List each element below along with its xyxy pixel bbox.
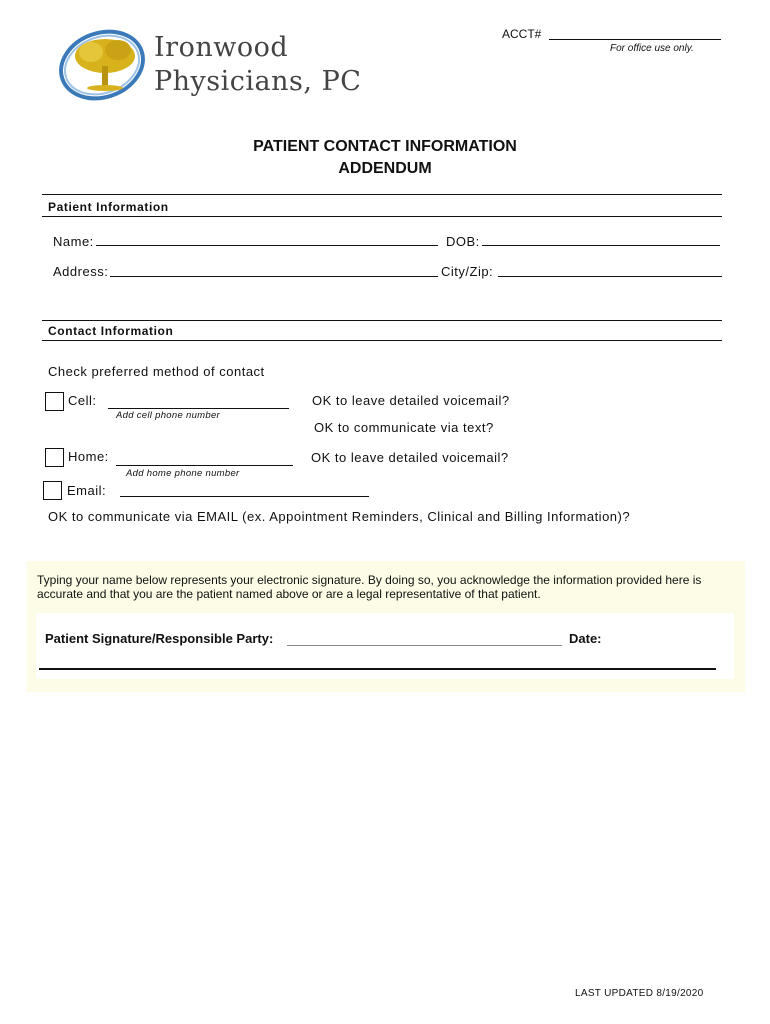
dob-field[interactable] [482,245,720,246]
logo [58,28,362,108]
date-label: Date: [569,631,602,646]
cell-checkbox[interactable] [45,392,64,411]
address-label: Address: [53,264,109,279]
email-field[interactable] [120,496,369,497]
city-zip-label: City/Zip: [441,264,494,279]
home-phone-field[interactable] [116,465,293,466]
page-title: PATIENT CONTACT INFORMATION [253,138,517,155]
signature-label: Patient Signature/Responsible Party: [45,631,274,646]
logo-name-line2: Physicians, PC [154,66,362,97]
patient-info-heading: Patient Information [48,200,169,214]
tree-logo-icon [58,28,153,103]
last-updated: LAST UPDATED 8/19/2020 [575,988,704,999]
acct-label: ACCT# [502,27,542,41]
divider [42,340,722,341]
signature-divider [39,668,716,670]
cell-text-question: OK to communicate via text? [314,420,494,435]
name-label: Name: [53,234,94,249]
city-zip-field[interactable] [498,276,722,277]
signature-field[interactable] [287,645,562,646]
cell-voicemail-question: OK to leave detailed voicemail? [312,393,510,408]
home-label: Home: [68,449,109,464]
logo-name-line1: Ironwood [154,32,289,63]
cell-label: Cell: [68,393,97,408]
address-field[interactable] [110,276,438,277]
email-label: Email: [67,483,107,498]
cell-phone-field[interactable] [108,408,289,409]
divider [42,194,722,195]
dob-label: DOB: [446,234,480,249]
name-field[interactable] [96,245,438,246]
contact-method-prompt: Check preferred method of contact [48,364,265,379]
page-subtitle: ADDENDUM [338,160,432,177]
home-phone-hint: Add home phone number [126,468,240,479]
signature-notice: Typing your name below represents your electronic signature. By doing so, you acknowledge the information provided here is accurate and that you are the patient named above or are a legal representative of that patient. [37,573,702,601]
acct-field[interactable] [549,39,721,40]
divider [42,216,722,217]
home-checkbox[interactable] [45,448,64,467]
contact-info-heading: Contact Information [48,324,174,338]
email-question: OK to communicate via EMAIL (ex. Appointment Reminders, Clinical and Billing Information)? [48,509,631,524]
cell-phone-hint: Add cell phone number [116,410,221,421]
email-checkbox[interactable] [43,481,62,500]
office-use-note: For office use only. [610,43,694,54]
home-voicemail-question: OK to leave detailed voicemail? [311,450,509,465]
divider [42,320,722,321]
